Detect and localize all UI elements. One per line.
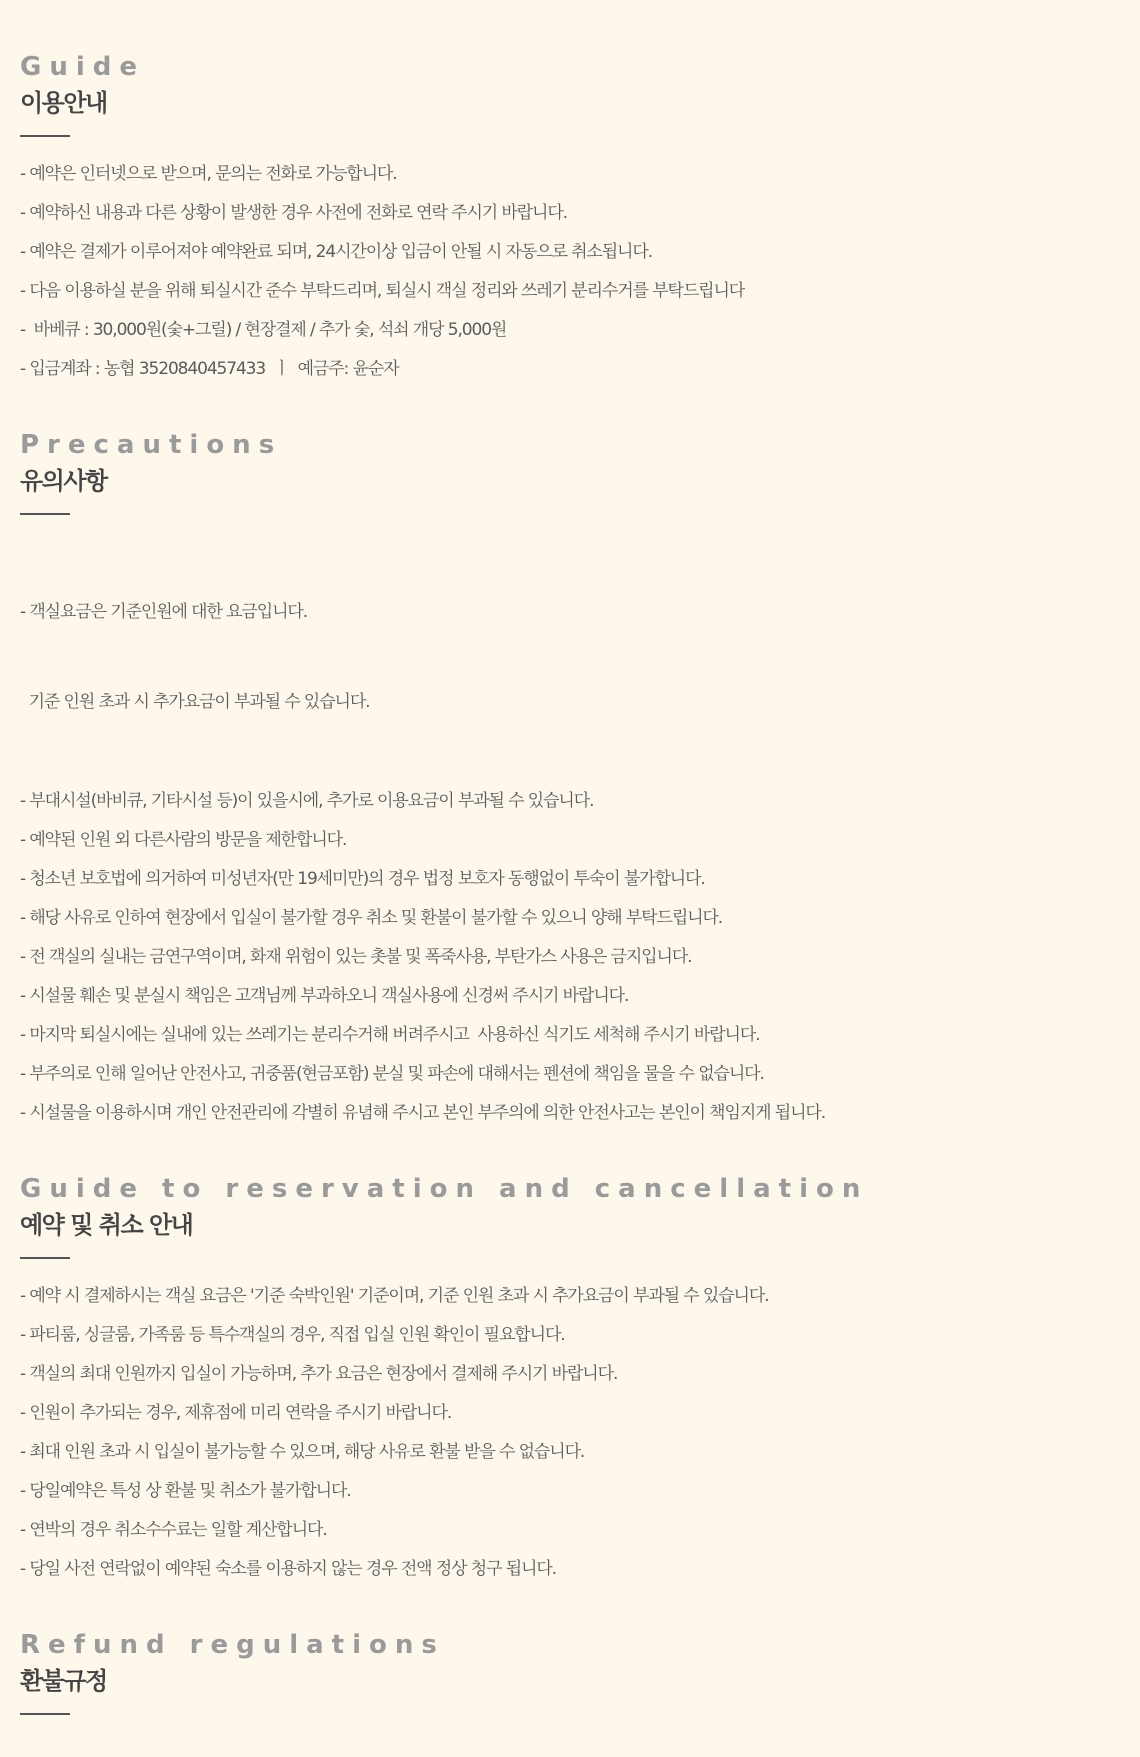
item-text: - 파티룸, 싱글룸, 가족룸 등 특수객실의 경우, 직접 입실 인원 확인이 필요합니다.: [20, 1325, 565, 1345]
list-item: [20, 1437, 1120, 1467]
item-text: - 마지막 퇴실시에는 실내에 있는 쓰레기는 분리수거해 버려주시고 사용하신 식기도 세척해 주시기 바랍니다.: [20, 1025, 760, 1045]
item-text: - 예약된 인원 외 다른사람의 방문을 제한합니다.: [20, 830, 347, 850]
list-item: [20, 354, 1120, 384]
item-text: - 청소년 보호법에 의거하여 미성년자(만 19세미만)의 경우 법정 보호자 동행없이 투숙이 불가합니다.: [20, 869, 705, 889]
section-title-ko: 이용안내: [20, 89, 107, 117]
section-title-en: Guide: [20, 52, 146, 82]
item-text: - 다음 이용하실 분을 위해 퇴실시간 준수 부탁드리며, 퇴실시 객실 정리와 쓰레기 분리수거를 부탁드립니다: [20, 281, 745, 301]
list-item: [20, 159, 1120, 189]
section-divider: [20, 1713, 70, 1715]
list-item: [20, 1281, 1120, 1311]
list-item: [20, 1398, 1120, 1428]
item-text: - 인원이 추가되는 경우, 제휴점에 미리 연락을 주시기 바랍니다.: [20, 1403, 452, 1423]
precautions-list: [20, 537, 1120, 1128]
item-text: - 바베큐 : 30,000원(숯+그릴) / 현장결제 / 추가 숯, 석쇠 개당 5,000원: [20, 320, 507, 340]
list-item: [20, 981, 1120, 1011]
reservation-cancellation-section: [20, 1170, 1120, 1584]
list-item: [20, 825, 1120, 855]
item-text: - 시설물 훼손 및 분실시 책임은 고객님께 부과하오니 객실사용에 신경써 주시기 바랍니다.: [20, 986, 629, 1006]
list-item: [20, 1476, 1120, 1506]
list-item: [20, 1359, 1120, 1389]
list-item: [20, 198, 1120, 228]
reservation-list: [20, 1281, 1120, 1584]
list-item: [20, 276, 1120, 306]
item-text: - 당일 사전 연락없이 예약된 숙소를 이용하지 않는 경우 전액 정상 청구 됩니다.: [20, 1559, 556, 1579]
list-item: [20, 786, 1120, 816]
list-item: [20, 237, 1120, 267]
item-text: - 최대 인원 초과 시 입실이 불가능할 수 있으며, 해당 사유로 환불 받을 수 없습니다.: [20, 1442, 585, 1462]
item-text: - 연박의 경우 취소수수료는 일할 계산합니다.: [20, 1520, 327, 1540]
section-divider: [20, 135, 70, 137]
item-text: - 전 객실의 실내는 금연구역이며, 화재 위험이 있는 촛불 및 폭죽사용, 부탄가스 사용은 금지입니다.: [20, 947, 692, 967]
item-text: - 객실요금은 기준인원에 대한 요금입니다.: [20, 602, 308, 622]
list-item: [20, 1320, 1120, 1350]
list-item: [20, 1098, 1120, 1128]
item-text: - 해당 사유로 인하여 현장에서 입실이 불가할 경우 취소 및 환불이 불가할 수 있으니 양해 부탁드립니다.: [20, 908, 723, 928]
item-text: - 시설물을 이용하시며 개인 안전관리에 각별히 유념해 주시고 본인 부주의에 의한 안전사고는 본인이 책임지게 됩니다.: [20, 1103, 826, 1123]
item-text: - 부대시설(바비큐, 기타시설 등)이 있을시에, 추가로 이용요금이 부과될 수 있습니다.: [20, 791, 594, 811]
list-item: [20, 1554, 1120, 1584]
item-text: - 예약은 인터넷으로 받으며, 문의는 전화로 가능합니다.: [20, 164, 397, 184]
section-title-en: Precautions: [20, 430, 283, 460]
item-text: - 입금계좌 : 농협 3520840457433 ㅣ 예금주: 윤순자: [20, 359, 399, 379]
item-text: - 당일예약은 특성 상 환불 및 취소가 불가합니다.: [20, 1481, 351, 1501]
guide-list: [20, 159, 1120, 384]
section-divider: [20, 513, 70, 515]
precautions-section: [20, 426, 1120, 1128]
list-item: [20, 537, 1120, 777]
item-text: - 예약은 결제가 이루어져야 예약완료 되며, 24시간이상 입금이 안될 시 자동으로 취소됩니다.: [20, 242, 653, 262]
item-text: - 객실의 최대 인원까지 입실이 가능하며, 추가 요금은 현장에서 결제해 주시기 바랍니다.: [20, 1364, 618, 1384]
list-item: [20, 864, 1120, 894]
section-title-ko: 환불규정: [20, 1667, 107, 1695]
item-text-continued: 기준 인원 초과 시 추가요금이 부과될 수 있습니다.: [20, 692, 370, 712]
item-text: - 예약 시 결제하시는 객실 요금은 '기준 숙박인원' 기준이며, 기준 인원 초과 시 추가요금이 부과될 수 있습니다.: [20, 1286, 769, 1306]
list-item: [20, 903, 1120, 933]
list-item: [20, 1020, 1120, 1050]
section-divider: [20, 1257, 70, 1259]
list-item: [20, 942, 1120, 972]
section-title-ko: 예약 및 취소 안내: [20, 1211, 193, 1239]
guide-section: [20, 48, 1120, 384]
list-item: [20, 1059, 1120, 1089]
item-text: - 예약하신 내용과 다른 상황이 발생한 경우 사전에 전화로 연락 주시기 바랍니다.: [20, 203, 567, 223]
refund-section: [20, 1626, 1120, 1715]
list-item: [20, 1515, 1120, 1545]
section-title-en: Refund regulations: [20, 1630, 445, 1660]
section-title-en: Guide to reservation and cancellation: [20, 1174, 869, 1204]
list-item: [20, 315, 1120, 345]
section-title-ko: 유의사항: [20, 467, 107, 495]
info-page: [20, 48, 1120, 1757]
item-text: - 부주의로 인해 일어난 안전사고, 귀중품(현금포함) 분실 및 파손에 대해서는 펜션에 책임을 물을 수 없습니다.: [20, 1064, 764, 1084]
